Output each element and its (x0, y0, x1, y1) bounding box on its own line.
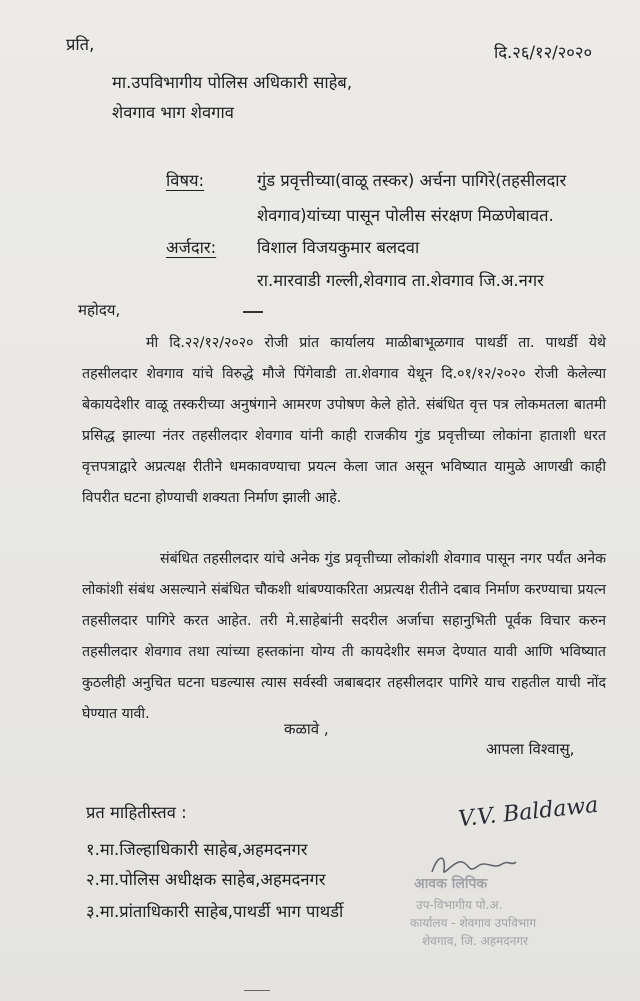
closing-yours: आपला विश्वासु, (486, 740, 575, 758)
short-dash (243, 311, 263, 313)
prati-label: प्रति, (66, 35, 95, 54)
addressee-line-1: मा.उपविभागीय पोलिस अधिकारी साहेब, (112, 73, 353, 92)
applicant-name: विशाल विजयकुमार बलदवा (257, 238, 420, 257)
office-stamp (408, 850, 588, 960)
letter-date: दि.२६/१२/२०२० (494, 43, 593, 62)
body-paragraph-1: मी दि.२२/१२/२०२० रोजी प्रांत कार्यालय माळीबाभूळगाव पाथर्डी ता. पाथर्डी येथे तहसीलदार शेवगाव यांचे विरुद्धे मौजे पिंगेवाडी ता.शेवगाव येथून दि.०१/१२/२०२० रोजी केलेल्या बेकायदेशीर वाळू तस्करीच्या अनुषंगाने आमरण उपोषण केले होते. संबंधित वृत्त पत्र लोकमतला बातमी प्रसिद्ध झाल्या नंतर तहसीलदार शेवगाव यांनी काही राजकीय गुंड प्रवृत्तीच्या लोकांना हाताशी धरत वृत्तपत्राद्वारे अप्रत्यक्ष रीतीने धमकावण्याचा प्रयत्न केला जात असून भविष्यात यामुळे आणखी काही विपरीत घटना होण्याची शक्यता निर्माण झाली आहे. (82, 335, 606, 506)
subject-line-2: शेवगाव)यांच्या पासून पोलीस संरक्षण मिळणेबावत. (257, 206, 554, 225)
addressee-line-2: शेवगाव भाग शेवगाव (112, 103, 234, 122)
subject-label: विषय: (166, 171, 205, 190)
applicant-label: अर्जदार: (166, 238, 217, 257)
signature: V.V. Baldawa (457, 792, 600, 833)
salutation: महोदय, (78, 301, 121, 319)
stamp-line-1: आवक लिपिक (414, 876, 488, 892)
stamp-line-2: उप-विभागीय पो.अ. (416, 898, 503, 912)
applicant-address: रा.मारवाडी गल्ली,शेवगाव ता.शेवगाव जि.अ.नगर (257, 271, 544, 290)
copies-heading: प्रत माहितीस्तव : (86, 803, 187, 822)
stamp-line-4: शेवगाव, जि. अहमदनगर (422, 934, 529, 948)
subject-line-1: गुंड प्रवृत्तीच्या(वाळू तस्कर) अर्चना पागिरे(तहसीलदार (257, 171, 567, 190)
copy-item-1: १.मा.जिल्हाधिकारी साहेब,अहमदनगर (86, 840, 308, 859)
body-paragraph-2: संबंधित तहसीलदार यांचे अनेक गुंड प्रवृत्तीच्या लोकांशी शेवगाव पासून नगर पर्यंत अनेक लोकांशी संबंध असल्याने संबंधित चौकशी थांबण्याकरिता अप्रत्यक्ष रीतीने दबाव निर्माण करण्याचा प्रयत्न तहसीलदार पागिरे करत आहेत. तरी मे.साहेबांनी सदरील अर्जाचा सहानुभिती पूर्वक विचार करुन तहसीलदार शेवगाव तथा त्यांच्या हस्तकांना योग्य ती कायदेशीर समज देण्यात यावी आणि भविष्यात कुठलीही अनुचित घटना घडल्यास त्यास सर्वस्वी जबाबदार तहसीलदार पागिरे याच राहतील याची नोंद घेण्यात यावी. (82, 551, 606, 722)
copy-item-3: ३.मा.प्रांताधिकारी साहेब,पाथर्डी भाग पाथर्डी (86, 902, 344, 921)
stamp-line-3: कार्यालय - शेवगाव उपविभाग (410, 916, 537, 930)
bottom-dash (244, 990, 270, 991)
closing-kalave: कळावे , (284, 720, 329, 738)
copy-item-2: २.मा.पोलिस अधीक्षक साहेब,अहमदनगर (86, 870, 326, 889)
